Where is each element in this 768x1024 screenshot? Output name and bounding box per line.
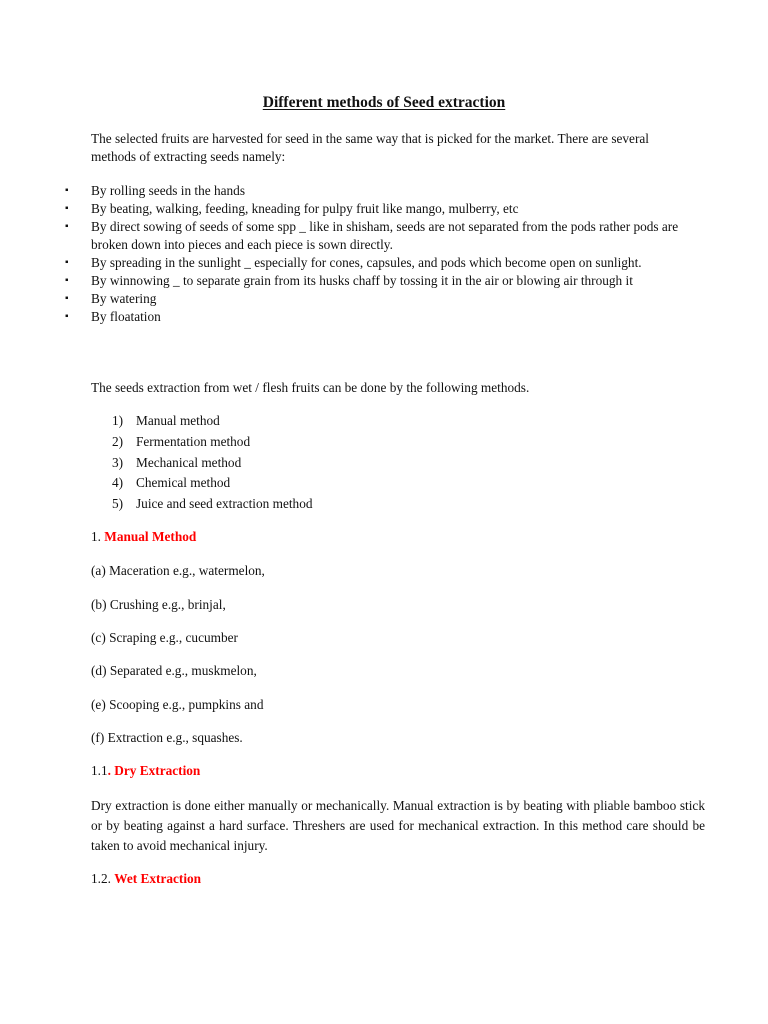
list-item: ▪ By beating, walking, feeding, kneading for pulpy fruit like mango, mulberry, etc bbox=[65, 201, 519, 216]
list-item: ▪ By watering bbox=[65, 291, 157, 306]
wet-fruit-intro: The seeds extraction from wet / flesh fruits can be done by the following methods. bbox=[91, 380, 530, 395]
section-heading-manual-method: 1. Manual Method bbox=[91, 529, 197, 544]
manual-item: (c) Scraping e.g., cucumber bbox=[91, 630, 238, 645]
bullet-icon: ▪ bbox=[65, 185, 69, 196]
bullet-icon: ▪ bbox=[65, 257, 69, 268]
manual-item: (d) Separated e.g., muskmelon, bbox=[91, 663, 257, 678]
bullet-icon: ▪ bbox=[65, 221, 69, 232]
manual-item: (a) Maceration e.g., watermelon, bbox=[91, 563, 265, 578]
list-item: 2) Fermentation method bbox=[112, 433, 251, 449]
list-item: ▪ By floatation bbox=[65, 309, 161, 324]
bullet-icon: ▪ bbox=[65, 311, 69, 322]
section-heading-wet-extraction: 1.2. Wet Extraction bbox=[91, 871, 202, 886]
list-item: ▪ By rolling seeds in the hands bbox=[65, 183, 246, 198]
list-item: 3) Mechanical method bbox=[112, 454, 242, 470]
list-item: ▪ By winnowing _ to separate grain from its husks chaff by tossing it in the air or blowing air through it bbox=[65, 273, 633, 288]
dry-extraction-paragraph: Dry extraction is done either manually or mechanically. Manual extraction is by beating with pliable bamboo stick or by beating against a hard surface. Threshers are used for mechanical extraction. In this method care should be taken to avoid mechanical injury. bbox=[91, 798, 705, 853]
list-item: ▪ By spreading in the sunlight _ especially for cones, capsules, and pods which become open on sunlight. bbox=[65, 255, 642, 270]
intro-paragraph: The selected fruits are harvested for seed in the same way that is picked for the market. There are several methods of extracting seeds namely: bbox=[91, 131, 649, 164]
wet-methods-list bbox=[112, 411, 313, 515]
bullet-icon: ▪ bbox=[65, 203, 69, 214]
manual-item: (f) Extraction e.g., squashes. bbox=[91, 730, 243, 745]
manual-item: (e) Scooping e.g., pumpkins and bbox=[91, 697, 264, 712]
bullet-icon: ▪ bbox=[65, 275, 69, 286]
list-item: 4) Chemical method bbox=[112, 475, 231, 491]
list-item: ▪ By direct sowing of seeds of some spp _ like in shisham, seeds are not separated from the pods rather pods are broken down into pieces and each piece is sown directly. bbox=[65, 219, 679, 252]
extraction-methods-list bbox=[0, 182, 700, 326]
section-heading-dry-extraction: 1.1. Dry Extraction bbox=[91, 763, 201, 778]
manual-item: (b) Crushing e.g., brinjal, bbox=[91, 597, 226, 612]
list-item: 1) Manual method bbox=[112, 413, 220, 428]
list-item: 5) Juice and seed extraction method bbox=[112, 496, 313, 512]
bullet-icon: ▪ bbox=[65, 293, 69, 304]
document-title: Different methods of Seed extraction bbox=[262, 94, 506, 111]
